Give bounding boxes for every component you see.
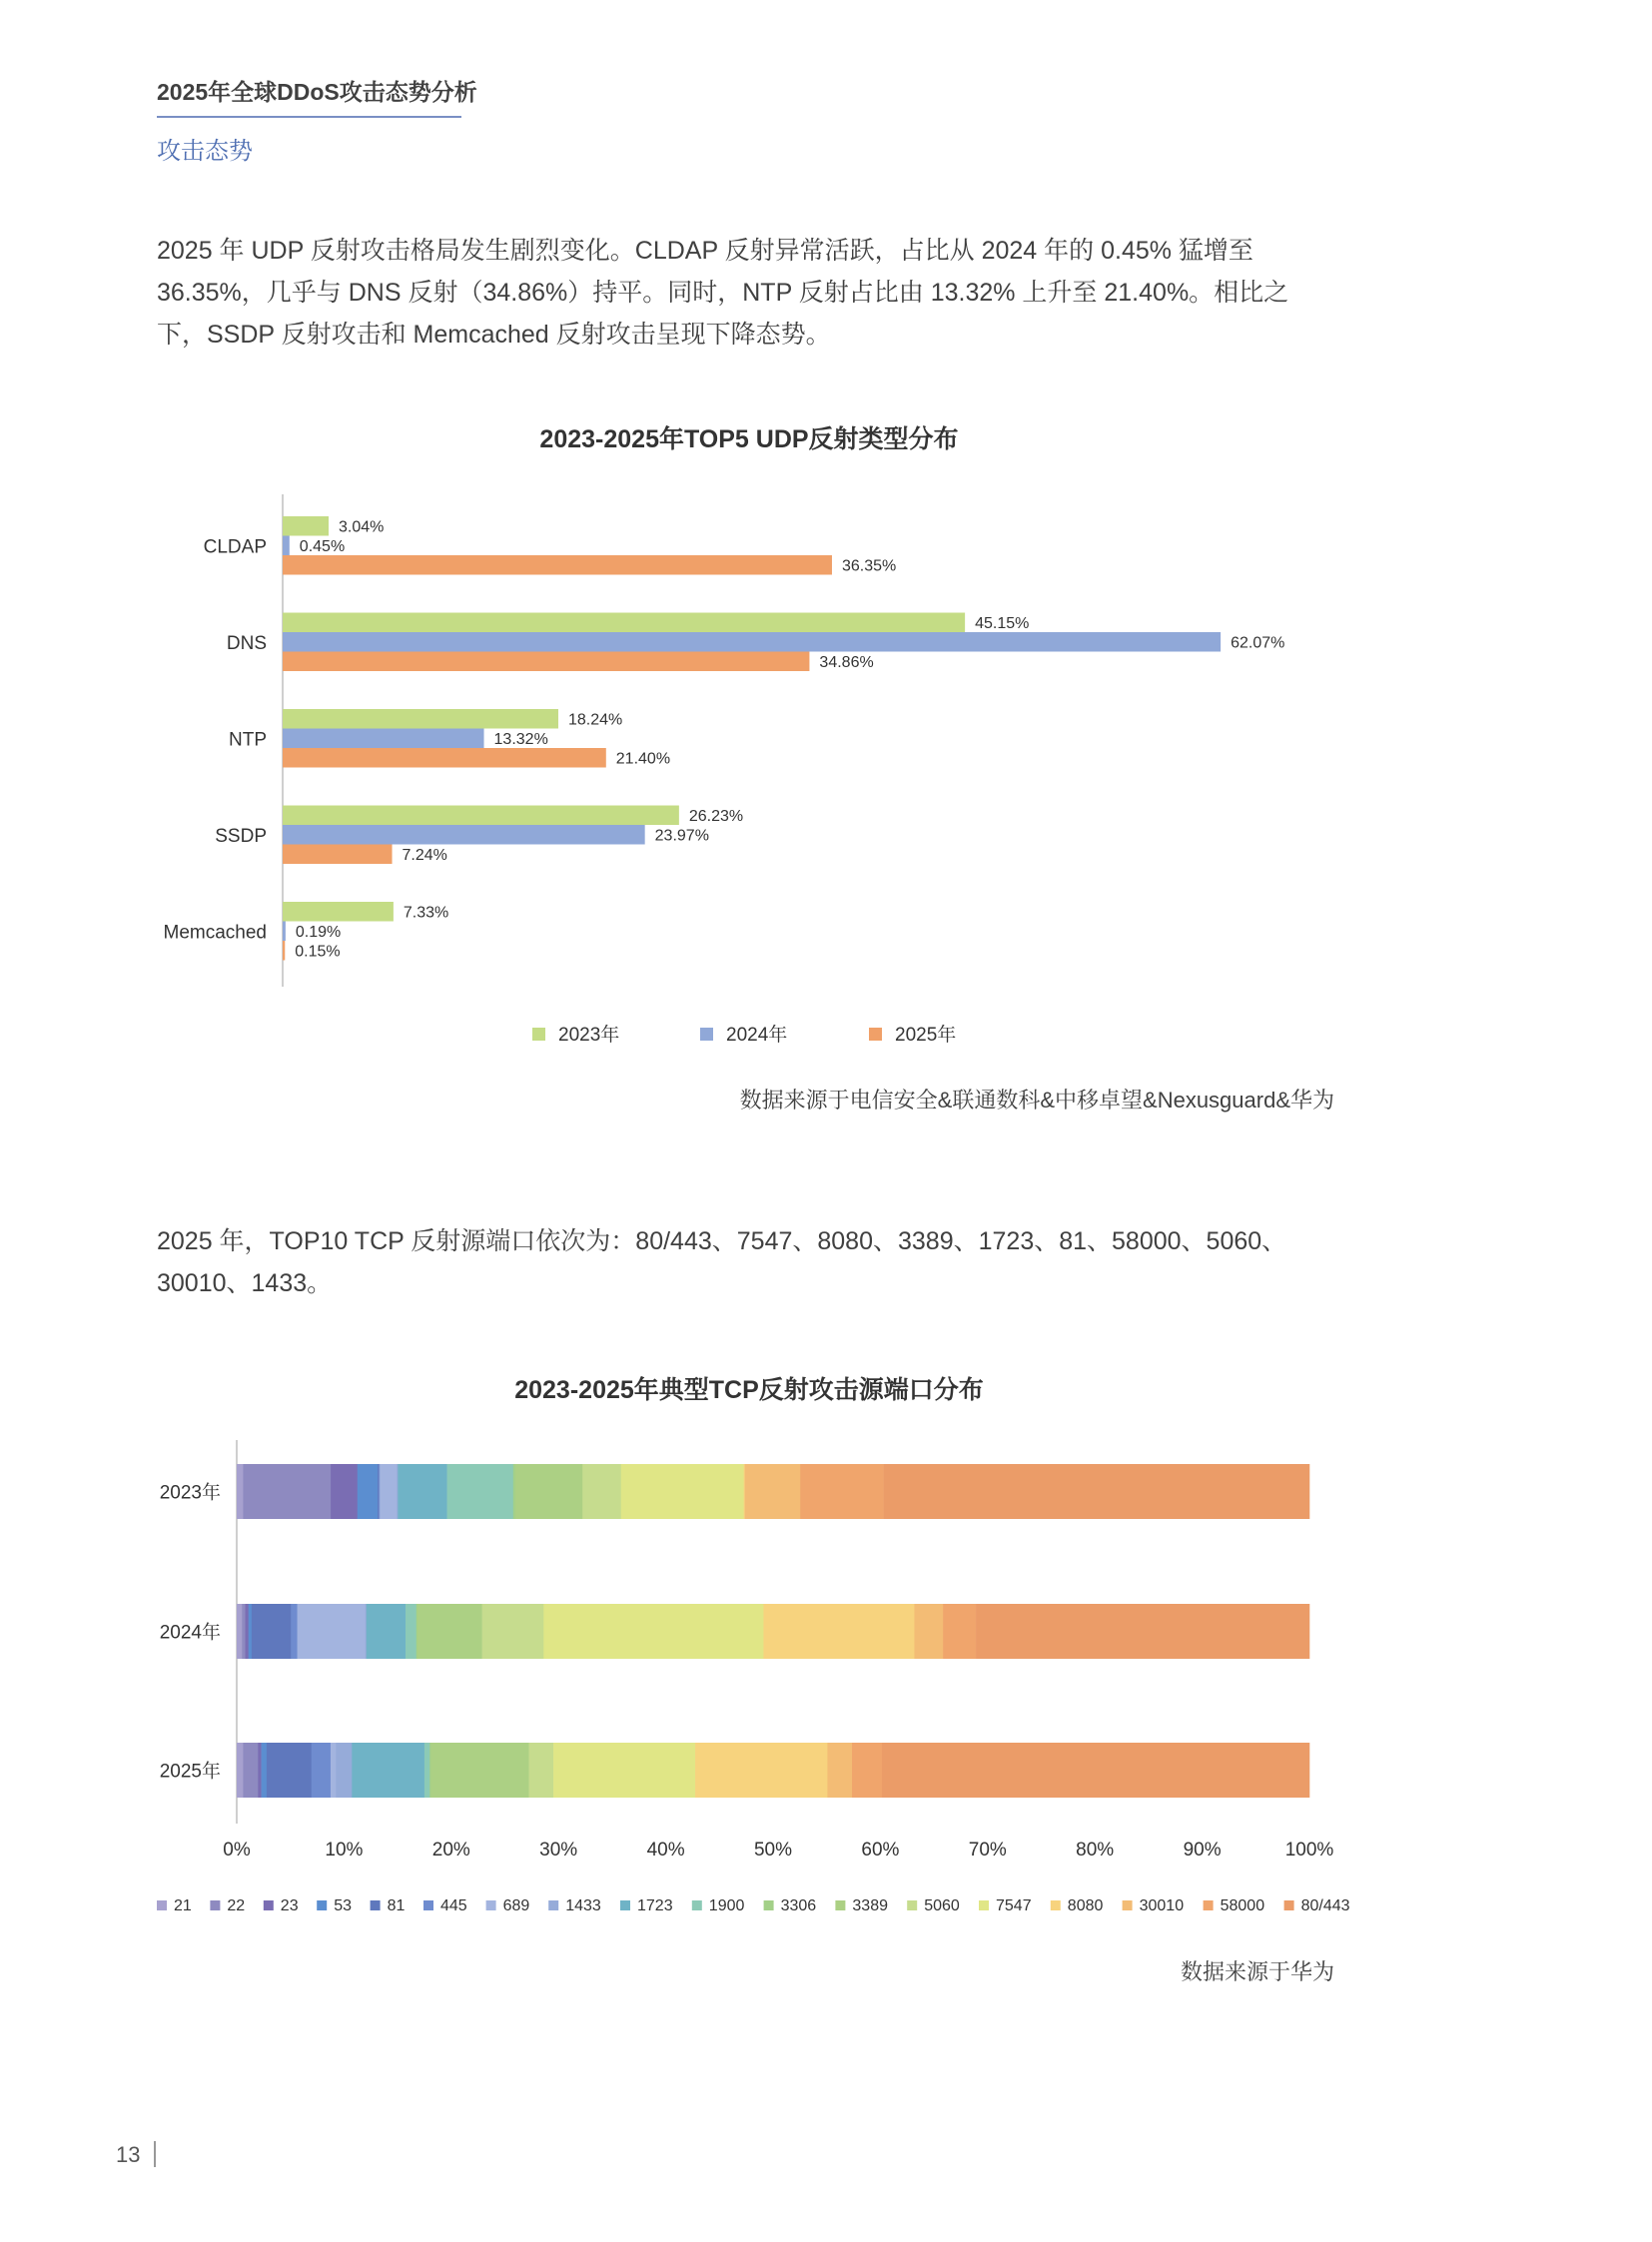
udp-data-label: 3.04% (338, 518, 385, 536)
tcp-stack-segment (406, 1604, 416, 1659)
tcp-stack-segment (943, 1604, 976, 1659)
tcp-legend-label: 81 (387, 1897, 406, 1914)
tcp-legend-label: 445 (440, 1897, 467, 1914)
tcp-legend-label: 1723 (637, 1897, 673, 1914)
tcp-legend-label: 22 (227, 1897, 246, 1914)
tcp-stack-segment (884, 1464, 1310, 1519)
udp-data-label: 0.19% (295, 924, 342, 941)
udp-category-label: Memcached (163, 922, 267, 944)
tcp-stack-segment (745, 1464, 801, 1519)
tcp-stack-segment (852, 1743, 882, 1798)
tcp-legend-label: 23 (280, 1897, 299, 1914)
udp-legend-label: 2024年 (726, 1025, 788, 1046)
tcp-stack-segment (515, 1464, 583, 1519)
tcp-stack-segment (976, 1604, 1309, 1659)
tcp-stack-segment (621, 1464, 744, 1519)
udp-bar (283, 941, 285, 961)
udp-data-label: 13.32% (493, 731, 548, 748)
udp-bar (283, 652, 809, 672)
tcp-stack-segment (398, 1464, 446, 1519)
udp-data-label: 45.15% (975, 615, 1030, 632)
tcp-stack-segment (882, 1743, 1309, 1798)
udp-bar (283, 729, 484, 749)
udp-bar (283, 902, 394, 922)
tcp-legend-swatch (317, 1900, 327, 1910)
udp-data-label: 34.86% (819, 654, 874, 671)
tcp-chart-title: 2023-2025年典型TCP反射攻击源端口分布 (514, 1376, 984, 1404)
tcp-stack-segment (312, 1743, 332, 1798)
tcp-stack-segment (298, 1604, 366, 1659)
tcp-legend-swatch (1204, 1900, 1214, 1910)
tcp-stack-segment (424, 1743, 430, 1798)
udp-data-label: 18.24% (567, 711, 623, 729)
udp-bar (283, 709, 558, 729)
tcp-legend-swatch (692, 1900, 702, 1910)
tcp-legend-label: 7547 (996, 1897, 1032, 1914)
udp-data-label: 36.35% (841, 557, 897, 575)
tcp-stack-segment (529, 1743, 554, 1798)
tcp-x-tick-label: 0% (223, 1840, 251, 1861)
tcp-stack-segment (367, 1604, 407, 1659)
tcp-legend-label: 80/443 (1300, 1897, 1350, 1914)
tcp-category-label: 2024年 (159, 1622, 221, 1644)
tcp-legend-swatch (620, 1900, 630, 1910)
tcp-category-label: 2023年 (159, 1482, 221, 1504)
tcp-chart-source: 数据来源于华为 (1180, 1959, 1334, 1984)
tcp-legend-label: 1433 (565, 1897, 601, 1914)
report-title: 2025年全球DDoS攻击态势分析 (157, 79, 477, 105)
tcp-legend-label: 53 (334, 1897, 352, 1914)
tcp-legend-label: 689 (502, 1897, 530, 1914)
tcp-stack-segment (430, 1743, 529, 1798)
tcp-legend-label: 5060 (924, 1897, 960, 1914)
tcp-stack-segment (513, 1464, 515, 1519)
udp-data-label: 26.23% (688, 808, 744, 825)
tcp-stack-segment (827, 1743, 852, 1798)
tcp-stack-segment (582, 1464, 621, 1519)
tcp-stack-segment (237, 1743, 244, 1798)
tcp-stack-segment (242, 1604, 245, 1659)
tcp-legend-label: 8080 (1067, 1897, 1104, 1914)
tcp-stack-segment (243, 1464, 331, 1519)
tcp-legend-swatch (1123, 1900, 1133, 1910)
udp-bar (283, 748, 606, 768)
tcp-legend-swatch (264, 1900, 274, 1910)
tcp-stack-segment (291, 1604, 298, 1659)
udp-bar (283, 632, 1221, 652)
udp-bar (283, 536, 290, 556)
udp-bar (283, 555, 832, 575)
section-title: 攻击态势 (157, 138, 253, 165)
tcp-legend-label: 1900 (708, 1897, 745, 1914)
tcp-x-tick-label: 100% (1284, 1840, 1334, 1861)
tcp-stack-segment (237, 1464, 244, 1519)
udp-legend-label: 2025年 (895, 1025, 957, 1046)
udp-data-label: 7.24% (402, 847, 447, 864)
tcp-stack-segment (331, 1743, 337, 1798)
udp-data-label: 62.07% (1231, 634, 1285, 652)
tcp-legend-label: 3389 (852, 1897, 888, 1914)
page-number-divider (154, 2141, 156, 2167)
udp-bar (283, 922, 286, 942)
tcp-x-tick-label: 50% (753, 1840, 793, 1861)
tcp-legend-label: 3306 (780, 1897, 817, 1914)
tcp-x-tick-label: 80% (1076, 1840, 1115, 1861)
tcp-legend-swatch (1284, 1900, 1294, 1910)
tcp-stack-segment (482, 1604, 544, 1659)
tcp-stack-segment (237, 1604, 243, 1659)
tcp-stack-segment (417, 1604, 482, 1659)
tcp-stack-segment (336, 1743, 352, 1798)
udp-data-label: 0.45% (299, 538, 346, 555)
tcp-legend-swatch (486, 1900, 496, 1910)
header-underline (157, 116, 461, 118)
tcp-stack-segment (358, 1464, 379, 1519)
udp-category-label: CLDAP (203, 536, 267, 558)
udp-data-label: 21.40% (615, 750, 671, 768)
tcp-stack-segment (262, 1743, 268, 1798)
paragraph-udp: 2025 年 UDP 反射攻击格局发生剧烈变化。CLDAP 反射异常活跃，占比从 2024 年的 0.45% 猛增至 36.35%，几乎与 DNS 反射（34.86%）持平。同时，NTP 反射占比由 13.32% 上升至 21.40%。相比之下，SSDP 反射攻击和 Memcached 反射攻击呈现下降态势。 (157, 237, 1289, 349)
tcp-stack-segment (380, 1464, 397, 1519)
tcp-legend-label: 21 (174, 1897, 192, 1914)
udp-chart-title: 2023-2025年TOP5 UDP反射类型分布 (539, 425, 959, 453)
tcp-category-label: 2025年 (159, 1761, 221, 1783)
udp-category-label: DNS (226, 632, 267, 654)
tcp-stack-segment (252, 1604, 292, 1659)
tcp-stack-segment (267, 1743, 312, 1798)
tcp-x-tick-label: 90% (1183, 1840, 1222, 1861)
udp-bar (283, 806, 679, 826)
tcp-stack-segment (447, 1464, 514, 1519)
udp-legend-label: 2023年 (558, 1025, 620, 1046)
tcp-x-tick-label: 10% (325, 1840, 364, 1861)
udp-bar (283, 613, 965, 633)
tcp-legend-swatch (1051, 1900, 1061, 1910)
tcp-stack-segment (695, 1743, 828, 1798)
tcp-x-tick-label: 40% (646, 1840, 685, 1861)
tcp-x-tick-label: 20% (431, 1840, 470, 1861)
udp-category-label: NTP (229, 729, 267, 751)
tcp-stack-segment (543, 1604, 763, 1659)
page-number: 13 (116, 2142, 141, 2167)
tcp-port-chart (0, 1428, 1652, 1927)
tcp-legend-swatch (835, 1900, 845, 1910)
tcp-stack-segment (800, 1464, 884, 1519)
udp-chart-source: 数据来源于电信安全&联通数科&中移卓望&Nexusguard&华为 (739, 1088, 1334, 1113)
udp-bar (283, 825, 645, 845)
tcp-legend-swatch (907, 1900, 917, 1910)
udp-category-label: SSDP (215, 825, 267, 847)
tcp-legend-swatch (157, 1900, 167, 1910)
tcp-legend-swatch (371, 1900, 381, 1910)
udp-data-label: 0.15% (295, 943, 341, 961)
udp-legend-swatch (700, 1028, 713, 1041)
udp-legend-swatch (532, 1028, 545, 1041)
tcp-legend-swatch (423, 1900, 433, 1910)
tcp-stack-segment (763, 1604, 914, 1659)
tcp-stack-segment (553, 1743, 695, 1798)
udp-bar (283, 845, 393, 865)
tcp-legend-label: 30010 (1139, 1897, 1185, 1914)
tcp-legend-swatch (764, 1900, 774, 1910)
tcp-stack-segment (331, 1464, 358, 1519)
tcp-legend-label: 58000 (1220, 1897, 1265, 1914)
udp-data-label: 23.97% (654, 827, 709, 845)
udp-legend-swatch (869, 1028, 882, 1041)
tcp-stack-segment (914, 1604, 943, 1659)
tcp-legend-swatch (979, 1900, 989, 1910)
tcp-legend-swatch (210, 1900, 220, 1910)
tcp-x-tick-label: 60% (861, 1840, 900, 1861)
tcp-stack-segment (243, 1743, 258, 1798)
paragraph-tcp: 2025 年，TOP10 TCP 反射源端口依次为：80/443、7547、8080、3389、1723、81、58000、5060、30010、1433。 (157, 1227, 1287, 1297)
udp-data-label: 7.33% (403, 904, 449, 922)
tcp-legend-swatch (548, 1900, 558, 1910)
tcp-stack-segment (352, 1743, 424, 1798)
tcp-stack-segment (258, 1743, 262, 1798)
tcp-stack-segment (246, 1604, 249, 1659)
tcp-stack-segment (249, 1604, 252, 1659)
udp-reflection-chart (0, 479, 1652, 1059)
udp-bar (283, 516, 329, 536)
tcp-x-tick-label: 70% (968, 1840, 1007, 1861)
tcp-x-tick-label: 30% (539, 1840, 578, 1861)
